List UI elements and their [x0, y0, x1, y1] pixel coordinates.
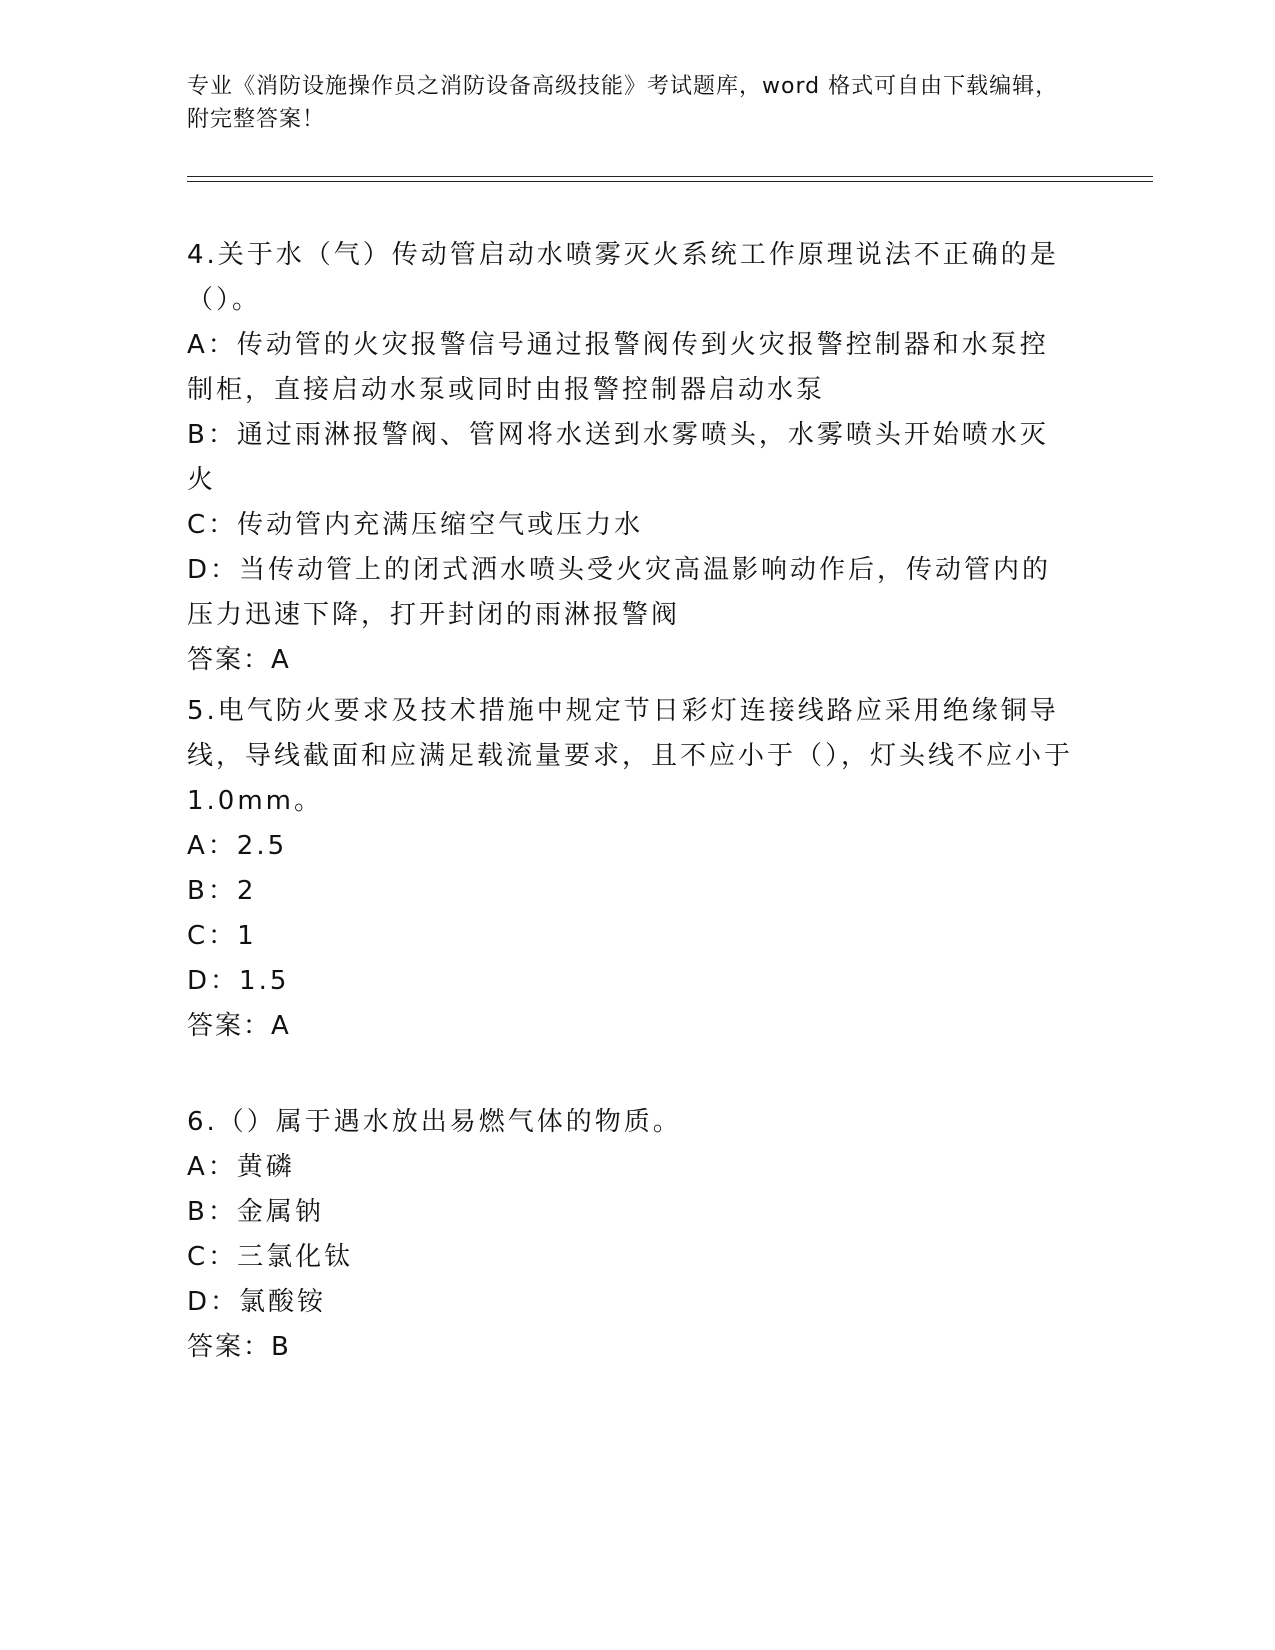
- option-d: D：当传动管上的闭式洒水喷头受火灾高温影响动作后，传动管内的压力迅速下降，打开封闭的雨淋报警阀: [187, 555, 1052, 630]
- option-a: A：传动管的火灾报警信号通过报警阀传到火灾报警控制器和水泵控制柜，直接启动水泵或同时由报警控制器启动水泵: [187, 330, 1049, 405]
- question-text: 4.关于水（气）传动管启动水喷雾灭火系统工作原理说法不正确的是（）。: [187, 240, 1059, 315]
- header-divider-bottom: [187, 181, 1153, 182]
- option-d: D：1.5: [187, 966, 290, 996]
- answer-line: 答案：B: [187, 1332, 291, 1362]
- option-b: B：金属钠: [187, 1197, 324, 1227]
- option-b: B：通过雨淋报警阀、管网将水送到水雾喷头，水雾喷头开始喷水灭火: [187, 420, 1049, 495]
- option-c: C：三氯化钛: [187, 1242, 354, 1272]
- answer-line: 答案：A: [187, 1011, 291, 1041]
- question-4: [187, 233, 1077, 683]
- option-a: A：2.5: [187, 831, 288, 861]
- document-header: 专业《消防设施操作员之消防设备高级技能》考试题库，word 格式可自由下载编辑，附完整答案！: [187, 74, 1059, 132]
- option-b: B：2: [187, 876, 257, 906]
- question-6: [187, 1100, 1077, 1370]
- option-d: D：氯酸铵: [187, 1287, 327, 1317]
- question-5: [187, 689, 1077, 1049]
- question-text: 5.电气防火要求及技术措施中规定节日彩灯连接线路应采用绝缘铜导线，导线截面和应满足载流量要求，且不应小于（），灯头线不应小于 1.0mm。: [187, 696, 1074, 816]
- option-c: C：传动管内充满压缩空气或压力水: [187, 510, 644, 540]
- header-divider-top: [187, 176, 1153, 177]
- question-text: 6.（）属于遇水放出易燃气体的物质。: [187, 1107, 682, 1137]
- option-c: C：1: [187, 921, 257, 951]
- answer-line: 答案：A: [187, 645, 291, 675]
- option-a: A：黄磷: [187, 1152, 295, 1182]
